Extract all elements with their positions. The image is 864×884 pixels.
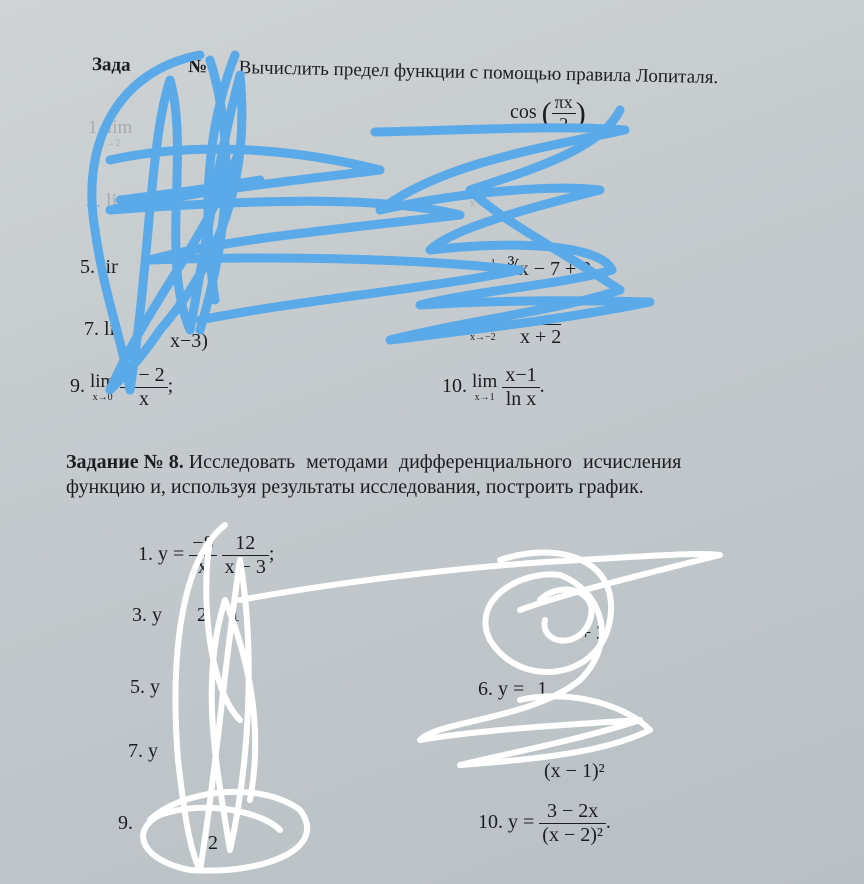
item7-lhs: y bbox=[148, 740, 158, 762]
item3-lhs: y bbox=[152, 604, 162, 626]
item3-number: 3. bbox=[132, 604, 147, 626]
item9-lim: lim bbox=[90, 371, 116, 392]
white-scribble-bridge bbox=[240, 554, 720, 610]
lim-sub: x→2 bbox=[100, 138, 121, 149]
task7-label-start: Зада bbox=[91, 54, 131, 76]
item9-den: x bbox=[138, 388, 149, 410]
item10-den: ln x bbox=[505, 388, 537, 410]
item10-num: x−1 bbox=[502, 364, 539, 388]
task7-item10: 10. lim x→1 $\frac{x-1}{\text{ln x}}$ . bbox=[442, 364, 545, 410]
item1-num: −8 bbox=[189, 532, 216, 556]
item5-number: 5. bbox=[130, 676, 145, 698]
item10b-num: 3 − 2x bbox=[539, 800, 606, 824]
task7-label-number-sign: № bbox=[187, 56, 208, 78]
white-scribble-left bbox=[175, 525, 255, 870]
item9b-frag: 2 bbox=[208, 832, 218, 854]
item9-num: 4 − 2 bbox=[120, 364, 167, 388]
task8-text-line1: Исследовать методами дифференциального исчисления bbox=[188, 451, 682, 473]
item6-number: 6. bbox=[478, 678, 493, 700]
item9b-number: 9. bbox=[118, 812, 133, 834]
task7-instruction: Вычислить предел функции с помощью правила Лопиталя. bbox=[238, 57, 719, 89]
task7-item9: 9. lim x→0 $\frac{4 - 2}{x}$ ; bbox=[70, 364, 174, 410]
task8-item1: 1. y = $\frac{-8}{x}$ $\frac{12}{x - 3}$ ; bbox=[138, 532, 275, 578]
item3-frag: 2 bbox=[197, 604, 207, 626]
task8-item4-den: + 2 bbox=[580, 622, 607, 644]
cos-arg-den: 2 bbox=[559, 114, 569, 134]
item6-den: 1 bbox=[537, 678, 548, 700]
item7-number: 7. bbox=[128, 740, 143, 762]
item1-number: 1. bbox=[138, 543, 153, 566]
cos-word: cos bbox=[510, 101, 537, 124]
item10b-lhs: y = bbox=[508, 811, 535, 834]
task8-text-line2: функцию и, используя результаты исследования, построить график. bbox=[66, 476, 644, 498]
task8-label: Задание № 8. bbox=[66, 451, 184, 473]
item1-den2: x − 3 bbox=[224, 556, 266, 578]
item5-lhs: y bbox=[150, 676, 160, 698]
item10b-number: 10. bbox=[478, 811, 503, 834]
item10-number: 10. bbox=[442, 375, 467, 398]
task7-item7-tail: x−3) bbox=[170, 330, 208, 352]
task8-item10: 10. y = $\frac{3 - 2x}{\text{(x − 2)²}}$ . bbox=[478, 800, 611, 846]
item1-den: x bbox=[197, 556, 208, 578]
item9-number: 9. bbox=[70, 375, 85, 398]
task7-item3-fragment: 3. lim bbox=[86, 190, 133, 212]
task7-item4-sub: x→3 bbox=[470, 198, 490, 209]
task7-item2-cos: cos ( $\frac{\pi x}{2}$ ) bbox=[510, 92, 586, 134]
task7-item6-sub: x→−1 bbox=[470, 258, 496, 269]
item10-sub: x→1 bbox=[474, 392, 495, 403]
item9-sub: x→0 bbox=[92, 392, 113, 403]
item1-num2: 12 bbox=[222, 532, 269, 556]
item10b-den: (x − 2)² bbox=[542, 824, 603, 846]
task7-item8-den: x + 2 bbox=[520, 326, 562, 348]
item6-lhs: y = bbox=[498, 678, 525, 700]
white-scribble-loops bbox=[206, 540, 591, 720]
item3-frag2: 1 bbox=[230, 604, 240, 626]
lim-word: 1. lim bbox=[88, 117, 133, 138]
task7-item7-fragment: 7. li bbox=[84, 318, 116, 340]
item10-lim: lim bbox=[472, 371, 498, 392]
task7-item6-den: ∛x − 7 + 2 bbox=[506, 258, 592, 280]
task8-item8-den: (x − 1)² bbox=[544, 760, 605, 782]
task7-item5-fragment: 5. lir bbox=[80, 256, 118, 278]
cos-arg-num: πx bbox=[552, 92, 576, 114]
item1-lhs: y = bbox=[158, 543, 185, 566]
task7-item8-sub: x→−2 bbox=[470, 332, 496, 343]
